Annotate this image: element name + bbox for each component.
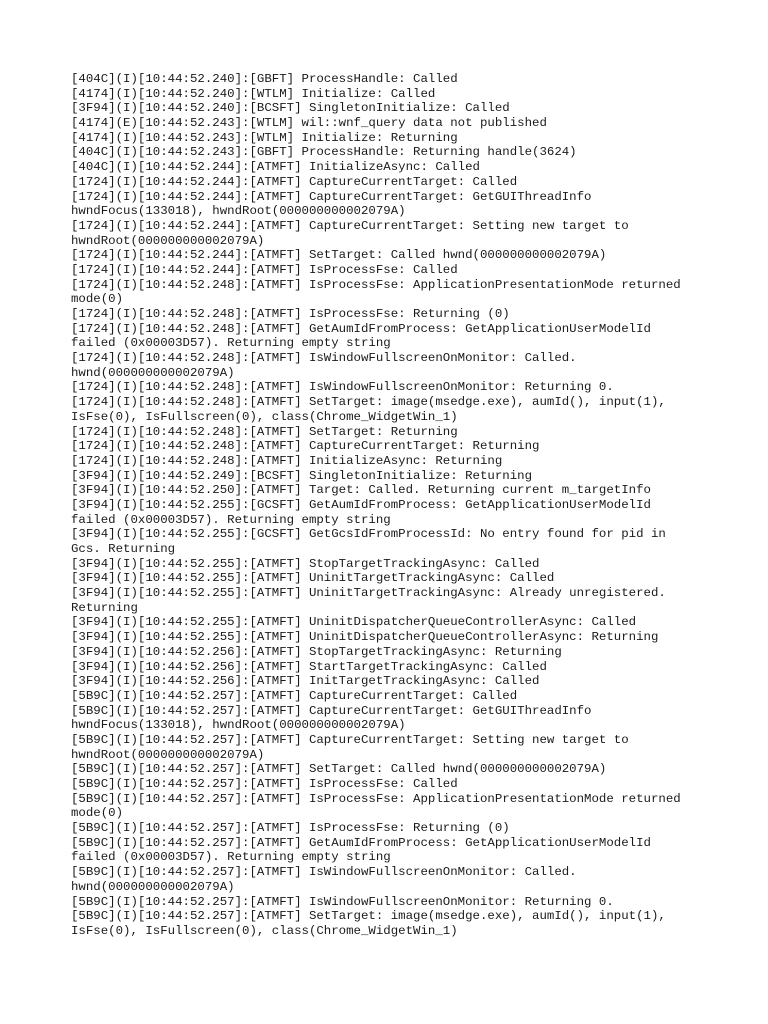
- log-line: [3F94](I)[10:44:52.255]:[GCSFT] GetGcsIdFromProcessId: No entry found for pid in: [71, 527, 666, 542]
- log-line: [5B9C](I)[10:44:52.257]:[ATMFT] SetTarget: Called hwnd(000000000002079A): [71, 762, 607, 777]
- log-line: [1724](I)[10:44:52.248]:[ATMFT] SetTarget: Returning: [71, 424, 458, 439]
- log-line: [1724](I)[10:44:52.248]:[ATMFT] SetTarget: image(msedge.exe), aumId(), input(1),: [71, 395, 666, 410]
- log-line: [1724](I)[10:44:52.248]:[ATMFT] IsWindowFullscreenOnMonitor: Called.: [71, 351, 577, 366]
- log-line: [1724](I)[10:44:52.248]:[ATMFT] InitializeAsync: Returning: [71, 453, 503, 468]
- log-line: [3F94](I)[10:44:52.256]:[ATMFT] StopTargetTrackingAsync: Returning: [71, 644, 562, 659]
- log-line: Returning: [71, 600, 138, 615]
- log-line: [3F94](I)[10:44:52.255]:[ATMFT] UninitDispatcherQueueControllerAsync: Returning: [71, 630, 659, 645]
- log-line: Gcs. Returning: [71, 542, 176, 556]
- log-line: [1724](I)[10:44:52.244]:[ATMFT] SetTarget: Called hwnd(000000000002079A): [71, 248, 607, 263]
- log-line: [5B9C](I)[10:44:52.257]:[ATMFT] IsWindowFullscreenOnMonitor: Called.: [71, 865, 577, 880]
- log-line: [5B9C](I)[10:44:52.257]:[ATMFT] IsProcessFse: Returning (0): [71, 821, 510, 836]
- log-line: [3F94](I)[10:44:52.250]:[ATMFT] Target: Called. Returning current m_targetInfo: [71, 483, 651, 498]
- log-line: [4174](I)[10:44:52.240]:[WTLM] Initialize: Called: [71, 86, 436, 101]
- log-line: [3F94](I)[10:44:52.255]:[ATMFT] StopTargetTrackingAsync: Called: [71, 556, 540, 571]
- log-line: [3F94](I)[10:44:52.255]:[ATMFT] UninitTargetTrackingAsync: Already unregistered.: [71, 586, 666, 601]
- log-line: [3F94](I)[10:44:52.256]:[ATMFT] InitTargetTrackingAsync: Called: [71, 674, 540, 689]
- log-line: [3F94](I)[10:44:52.255]:[ATMFT] UninitTargetTrackingAsync: Called: [71, 571, 555, 586]
- log-line: [404C](I)[10:44:52.244]:[ATMFT] InitializeAsync: Called: [71, 160, 480, 175]
- log-line: [1724](I)[10:44:52.248]:[ATMFT] IsProcessFse: ApplicationPresentationMode returned: [71, 277, 681, 292]
- log-line: [5B9C](I)[10:44:52.257]:[ATMFT] CaptureCurrentTarget: GetGUIThreadInfo: [71, 703, 592, 718]
- log-line: [5B9C](I)[10:44:52.257]:[ATMFT] IsProcessFse: ApplicationPresentationMode returned: [71, 791, 681, 806]
- log-line: [4174](E)[10:44:52.243]:[WTLM] wil::wnf_query data not published: [71, 116, 547, 131]
- log-line: mode(0): [71, 292, 124, 307]
- log-line: [5B9C](I)[10:44:52.257]:[ATMFT] CaptureCurrentTarget: Setting new target to: [71, 732, 629, 747]
- log-line: [5B9C](I)[10:44:52.257]:[ATMFT] IsWindowFullscreenOnMonitor: Returning 0.: [71, 894, 614, 909]
- log-line: hwnd(000000000002079A): [71, 879, 235, 894]
- log-line: [4174](I)[10:44:52.243]:[WTLM] Initialize: Returning: [71, 130, 458, 145]
- log-text-block: [71, 72, 711, 939]
- log-line: failed (0x00003D57). Returning empty string: [71, 850, 391, 865]
- log-line: failed (0x00003D57). Returning empty string: [71, 336, 391, 351]
- log-line: [1724](I)[10:44:52.244]:[ATMFT] CaptureCurrentTarget: Called: [71, 174, 518, 189]
- log-line: [5B9C](I)[10:44:52.257]:[ATMFT] CaptureCurrentTarget: Called: [71, 688, 518, 703]
- log-line: [1724](I)[10:44:52.244]:[ATMFT] CaptureCurrentTarget: GetGUIThreadInfo: [71, 189, 592, 204]
- log-line: hwndRoot(000000000002079A): [71, 233, 265, 248]
- log-line: [3F94](I)[10:44:52.240]:[BCSFT] SingletonInitialize: Called: [71, 101, 510, 116]
- log-line: [3F94](I)[10:44:52.256]:[ATMFT] StartTargetTrackingAsync: Called: [71, 659, 547, 674]
- log-line: hwndFocus(133018), hwndRoot(000000000002079A): [71, 204, 406, 219]
- log-line: [404C](I)[10:44:52.243]:[GBFT] ProcessHandle: Returning handle(3624): [71, 145, 577, 160]
- log-line: IsFse(0), IsFullscreen(0), class(Chrome_WidgetWin_1): [71, 923, 458, 938]
- log-line: [404C](I)[10:44:52.240]:[GBFT] ProcessHandle: Called: [71, 72, 458, 86]
- log-line: [5B9C](I)[10:44:52.257]:[ATMFT] SetTarget: image(msedge.exe), aumId(), input(1),: [71, 909, 666, 924]
- log-line: hwnd(000000000002079A): [71, 365, 235, 380]
- log-line: hwndRoot(000000000002079A): [71, 747, 265, 762]
- log-line: hwndFocus(133018), hwndRoot(000000000002079A): [71, 718, 406, 733]
- log-line: [1724](I)[10:44:52.248]:[ATMFT] IsProcessFse: Returning (0): [71, 307, 510, 321]
- log-line: [1724](I)[10:44:52.248]:[ATMFT] CaptureCurrentTarget: Returning: [71, 439, 540, 454]
- log-line: [3F94](I)[10:44:52.255]:[GCSFT] GetAumIdFromProcess: GetApplicationUserModelId: [71, 497, 651, 512]
- log-line: [3F94](I)[10:44:52.249]:[BCSFT] SingletonInitialize: Returning: [71, 468, 533, 483]
- log-line: [3F94](I)[10:44:52.255]:[ATMFT] UninitDispatcherQueueControllerAsync: Called: [71, 615, 637, 630]
- log-line: [1724](I)[10:44:52.248]:[ATMFT] IsWindowFullscreenOnMonitor: Returning 0.: [71, 380, 614, 395]
- log-line: [1724](I)[10:44:52.248]:[ATMFT] GetAumIdFromProcess: GetApplicationUserModelId: [71, 321, 651, 336]
- log-line: [5B9C](I)[10:44:52.257]:[ATMFT] GetAumIdFromProcess: GetApplicationUserModelId: [71, 835, 651, 850]
- log-line: mode(0): [71, 806, 124, 821]
- log-line: IsFse(0), IsFullscreen(0), class(Chrome_WidgetWin_1): [71, 409, 458, 424]
- log-line: [1724](I)[10:44:52.244]:[ATMFT] IsProcessFse: Called: [71, 262, 458, 277]
- log-line: [5B9C](I)[10:44:52.257]:[ATMFT] IsProcessFse: Called: [71, 777, 458, 791]
- log-line: failed (0x00003D57). Returning empty string: [71, 512, 391, 527]
- log-line: [1724](I)[10:44:52.244]:[ATMFT] CaptureCurrentTarget: Setting new target to: [71, 218, 629, 233]
